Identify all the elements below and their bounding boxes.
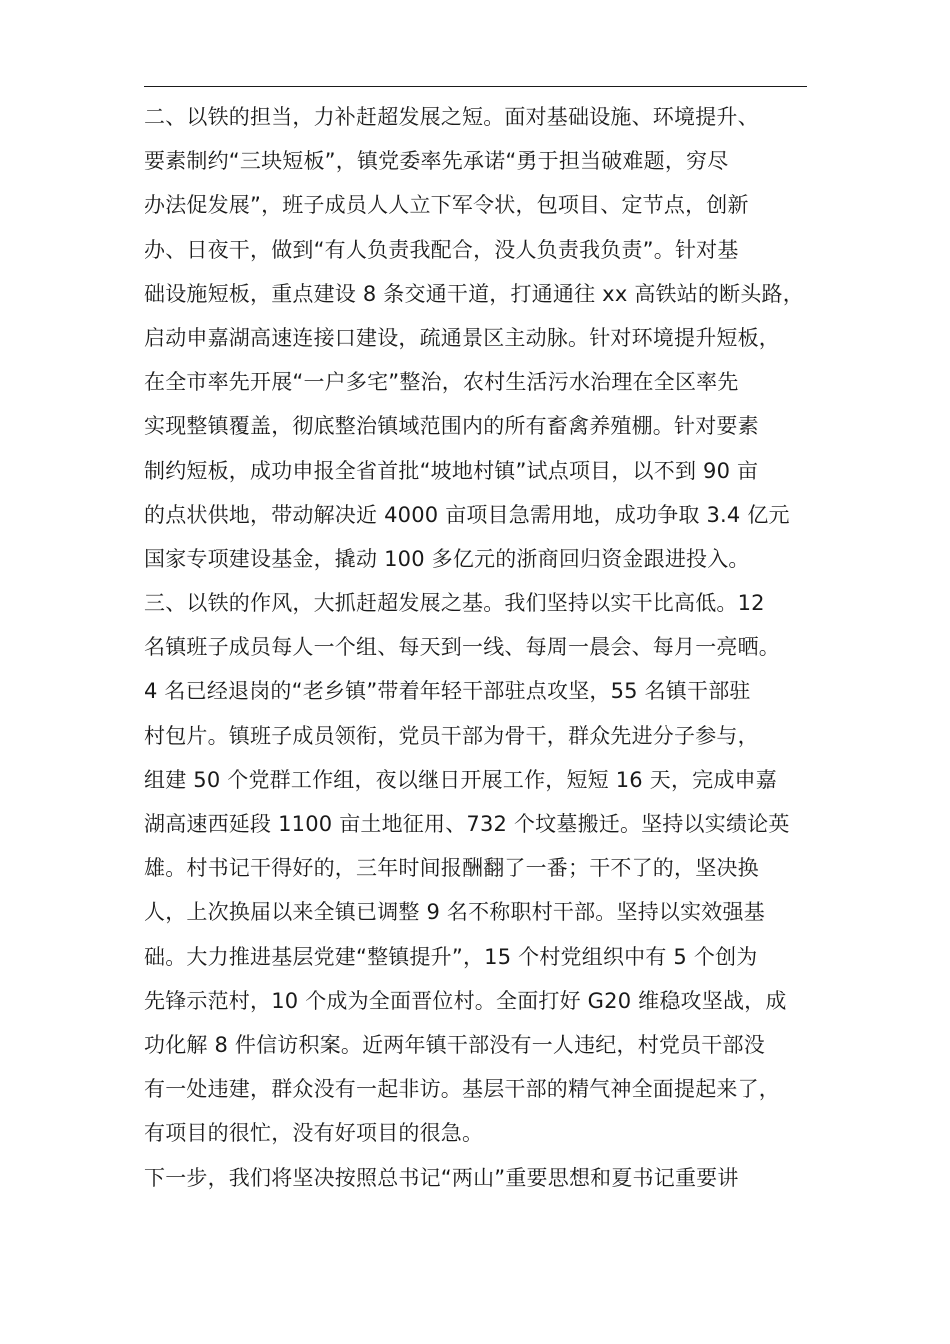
text-line: 要素制约“三块短板”，镇党委率先承诺“勇于担当破难题，穷尽 (144, 149, 729, 174)
text-line: 雄。村书记干得好的，三年时间报酬翻了一番；干不了的，坚决换 (144, 856, 759, 881)
text-line: 村包片。镇班子成员领衔，党员干部为骨干，群众先进分子参与， (144, 723, 759, 748)
text-line: 有项目的很忙，没有好项目的很急。 (144, 1121, 484, 1146)
text-line: 办、日夜干，做到“有人负责我配合，没人负责我负责”。针对基 (144, 237, 739, 262)
text-line: 实现整镇覆盖，彻底整治镇域范围内的所有畜禽养殖棚。针对要素 (144, 414, 759, 439)
text-line: 组建 50 个党群工作组，夜以继日开展工作，短短 16 天，完成申嘉 (144, 767, 777, 792)
text-line: 办法促发展”，班子成员人人立下军令状，包项目、定节点，创新 (144, 193, 749, 218)
text-line: 人，上次换届以来全镇已调整 9 名不称职村干部。坚持以实效强基 (144, 900, 765, 925)
header-rule (144, 86, 807, 87)
text-line: 国家专项建设基金，撬动 100 多亿元的浙商回归资金跟进投入。 (144, 546, 750, 571)
text-line: 制约短板，成功申报全省首批“坡地村镇”试点项目，以不到 90 亩 (144, 458, 759, 483)
text-line: 础设施短板，重点建设 8 条交通干道，打通通往 xx 高铁站的断头路， (144, 281, 804, 306)
text-line: 湖高速西延段 1100 亩土地征用、732 个坟墓搬迁。坚持以实绩论英 (144, 812, 790, 836)
text-line: 二、以铁的担当，力补赶超发展之短。面对基础设施、环境提升、 (144, 105, 759, 129)
text-line: 4 名已经退岗的“老乡镇”带着年轻干部驻点攻坚，55 名镇干部驻 (144, 679, 751, 704)
text-line: 先锋示范村，10 个成为全面晋位村。全面打好 G20 维稳攻坚战，成 (144, 988, 787, 1013)
text-line: 有一处违建，群众没有一起非访。基层干部的精气神全面提起来了， (144, 1077, 780, 1102)
text-line: 下一步，我们将坚决按照总书记“两山”重要思想和夏书记重要讲 (144, 1165, 739, 1190)
text-line: 三、以铁的作风，大抓赶超发展之基。我们坚持以实干比高低。12 (144, 591, 765, 616)
text-line: 在全市率先开展“一户多宅”整治，农村生活污水治理在全区率先 (144, 370, 739, 395)
text-line: 名镇班子成员每人一个组、每天到一线、每周一晨会、每月一亮晒。 (144, 635, 780, 660)
text-line: 功化解 8 件信访积案。近两年镇干部没有一人违纪，村党员干部没 (144, 1032, 765, 1057)
body-text (144, 95, 820, 1200)
text-line: 的点状供地，带动解决近 4000 亩项目急需用地，成功争取 3.4 亿元 (144, 502, 790, 527)
text-line: 启动申嘉湖高速连接口建设，疏通景区主动脉。针对环境提升短板， (144, 325, 780, 350)
text-line: 础。大力推进基层党建“整镇提升”，15 个村党组织中有 5 个创为 (144, 944, 758, 969)
